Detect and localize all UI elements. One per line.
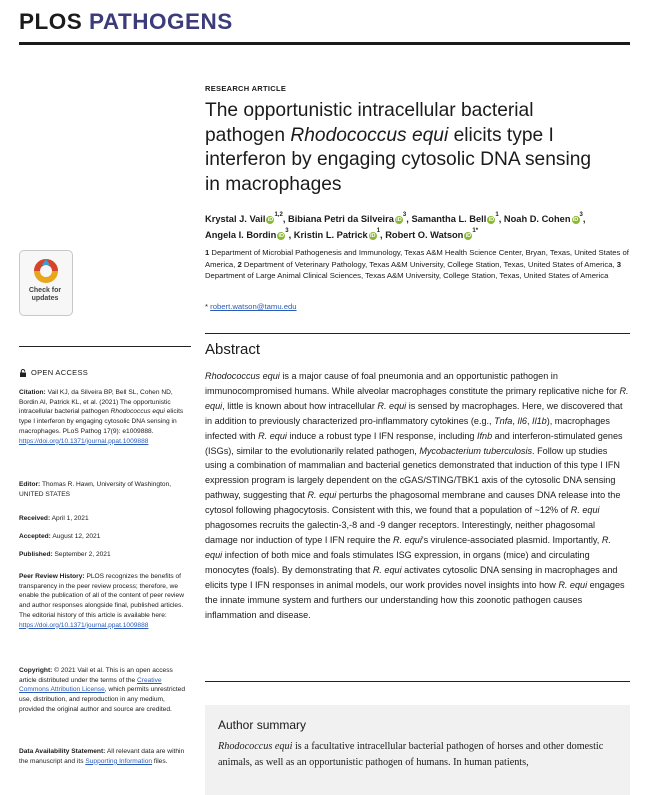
affiliation-number: 1: [205, 248, 210, 257]
abstract-italic: R. equi: [377, 400, 407, 411]
author-affiliation-sup: 3: [285, 228, 289, 234]
title-text: pathogen: [205, 124, 291, 146]
author-separator: ,: [406, 214, 412, 224]
abstract-top-rule: [205, 333, 630, 334]
citation-block: [19, 388, 191, 446]
abstract-text: ,: [526, 415, 533, 426]
peer-review-label: Peer Review History:: [19, 573, 85, 580]
published-block: [19, 550, 191, 560]
abstract-italic: R. equi: [205, 534, 611, 560]
author-name[interactable]: Samantha L. Bell: [411, 214, 487, 224]
accepted-block: [19, 532, 191, 542]
affiliation-text: Department of Large Animal Clinical Sciences, Texas A&M University, College Station, Texas, United States of America: [205, 271, 609, 281]
abstract-italic: Il6: [517, 415, 527, 426]
abstract-text: ), macrophages infected with: [205, 415, 610, 441]
corresponding-email-link[interactable]: robert.watson@tamu.edu: [210, 302, 297, 311]
abstract-text: . Follow up studies using a combination of mammalian and bacterial genetics demonstrated that induction of this type I IFN expression program is largely dependent on the cGAS/STING/TBK1 axis of the cytosolic DNA sensing pathway, suggesting that: [205, 445, 621, 501]
abstract-italic: R. equi: [205, 385, 629, 411]
abstract-text: 's virulence-associated plasmid. Importantly,: [421, 534, 602, 545]
affiliation-number: 3: [616, 259, 622, 269]
check-label-line1: Check for: [28, 287, 62, 294]
corresponding-author: [205, 302, 297, 311]
citation-doi-link[interactable]: https://doi.org/10.1371/journal.ppat.1009888: [19, 437, 149, 445]
orcid-icon[interactable]: iD: [572, 216, 579, 223]
abstract-text: and interferon-stimulated genes (ISGs), similar to the evolutionarily related pathogen,: [205, 430, 623, 456]
summary-italic: Rhodococcus equi: [218, 741, 293, 752]
orcid-icon[interactable]: iD: [488, 216, 495, 223]
title-text: elicits type I: [448, 124, 554, 146]
abstract-text: engages the innate immune system and furthers our understanding how this zoonotic pathogen causes inflammation and disease.: [205, 579, 625, 620]
author-affiliation-sup: 3: [402, 212, 407, 218]
author-name[interactable]: Bibiana Petri da Silveira: [287, 214, 394, 224]
author-name[interactable]: Robert O. Watson: [385, 230, 464, 240]
peer-review-block: [19, 572, 191, 630]
published-label: Published:: [19, 551, 53, 558]
data-availability-text: files.: [152, 757, 168, 765]
check-for-updates-badge[interactable]: [19, 250, 73, 316]
author-affiliation-sup: 1: [495, 212, 499, 218]
published-date: September 2, 2021: [52, 551, 111, 558]
author-affiliation-sup: 1: [376, 228, 381, 234]
affiliation-text: Department of Veterinary Pathology, Texas A&M University, College Station, Texas, United States of America,: [241, 259, 617, 269]
editor-label: Editor:: [19, 481, 41, 488]
data-availability-block: [19, 747, 191, 766]
author-affiliation-sup: 1*: [472, 228, 479, 234]
author-summary-heading: Author summary: [218, 718, 307, 732]
journal-name-part2: PATHOGENS: [89, 9, 233, 34]
author-summary-text: [218, 739, 618, 771]
abstract-bottom-rule: [205, 681, 630, 682]
check-for-updates-label: [19, 287, 71, 303]
author-separator: ,: [288, 230, 294, 240]
citation-label: Citation:: [19, 389, 46, 396]
accepted-date: August 12, 2021: [50, 533, 101, 540]
accepted-label: Accepted:: [19, 533, 51, 540]
abstract-italic: R. equi: [393, 534, 422, 545]
orcid-icon[interactable]: iD: [465, 232, 472, 239]
received-block: [19, 514, 191, 524]
journal-name-part1: PLOS: [19, 9, 83, 34]
peer-review-link[interactable]: https://doi.org/10.1371/journal.ppat.1009888: [19, 621, 149, 629]
abstract-text: phagosomes recruits the galectin-3,-8 and -9 danger receptors. Interestingly, neither phagosomal damage nor induction of type I IFN require the: [205, 520, 596, 545]
summary-body: is a facultative intracellular bacterial pathogen of horses and other domestic animals, as well as an opportunistic pathogen of humans. In human patients,: [218, 741, 604, 768]
abstract-italic: Ifnb: [476, 430, 493, 441]
orcid-icon[interactable]: iD: [278, 232, 285, 239]
orcid-icon[interactable]: iD: [396, 216, 402, 223]
copyright-text: , which permits unrestricted use, distribution, and reproduction in any medium, provided the original author and source are credited.: [19, 686, 186, 713]
affiliation-number: 2: [237, 259, 242, 269]
author-list: [205, 211, 630, 243]
title-line-2: [205, 124, 635, 149]
citation-text: elicits type I interferon by engaging cytosolic DNA sensing in macrophages. PLoS Pathog 17(9): e1009888.: [19, 408, 184, 435]
abstract-text: activates cytosolic DNA sensing in macrophages and elicits type I IFN responses in animal models, our work provides novel insights into how: [205, 564, 618, 590]
author-separator: ,: [380, 230, 386, 240]
article-title: [205, 99, 635, 197]
corresponding-marker: *: [205, 302, 208, 311]
open-access-label: OPEN ACCESS: [31, 368, 89, 377]
data-availability-label: Data Availability Statement:: [19, 748, 106, 755]
abstract-text: , little is known about how intracellular: [222, 400, 378, 411]
article-type: RESEARCH ARTICLE: [205, 84, 287, 93]
title-line-1: The opportunistic intracellular bacterial: [205, 100, 534, 121]
copyright-block: [19, 666, 191, 715]
affiliation-text: Department of Microbial Pathogenesis and Immunology, Texas A&M Health Science Center, Bryan, Texas, United States of America,: [205, 248, 629, 269]
abstract-italic: Rhodococcus equi: [205, 371, 280, 381]
open-lock-icon: [19, 369, 27, 377]
abstract-text: perturbs the phagosomal membrane and causes DNA release into the cytosol following phagocytosis. Consistent with this, we found that a population of ~12% of: [205, 490, 621, 516]
author-separator: ,: [282, 214, 288, 224]
author-affiliation-sup: 1,2: [274, 212, 283, 218]
abstract-italic: R. equi: [570, 505, 600, 516]
author-name[interactable]: Angela I. Bordin: [205, 230, 277, 240]
supporting-info-link[interactable]: Supporting Information: [85, 757, 153, 765]
header-rule: [19, 42, 630, 45]
author-name[interactable]: Kristin L. Patrick: [293, 230, 368, 240]
citation-italic: Rhodococcus equi: [110, 408, 165, 416]
copyright-text: © 2021 Vail et al. This is an open access article distributed under the terms of the: [19, 667, 173, 684]
received-date: April 1, 2021: [50, 515, 89, 522]
abstract-italic: R. equi: [372, 564, 402, 575]
abstract-body: [205, 369, 630, 622]
copyright-label: Copyright:: [19, 667, 53, 674]
editor-text: Thomas R. Hawn, University of Washington, UNITED STATES: [19, 481, 172, 498]
abstract-italic: R. equi: [558, 579, 588, 590]
abstract-text: induce a robust type I IFN response, including: [286, 430, 477, 441]
sidebar-top-rule: [19, 346, 191, 347]
title-line-3: interferon by engaging cytosolic DNA sensing: [205, 149, 592, 170]
citation-text: Vail KJ, da Silveira BP, Bell SL, Cohen ND, Bordin AI, Patrick KL, et al. (2021) The opportunistic intracellular bacterial pathogen: [19, 389, 173, 416]
title-italic-species: Rhodococcus equi: [290, 124, 449, 146]
journal-logo: [19, 9, 233, 35]
author-affiliation-sup: 3: [579, 212, 583, 218]
orcid-icon[interactable]: iD: [267, 216, 274, 223]
abstract-text: is sensed by macrophages. Here, we discovered that in addition to previously characterized pro-inflammatory cytokines (e.g.,: [205, 400, 623, 426]
received-label: Received:: [19, 515, 51, 522]
abstract-italic: Il1b: [532, 415, 547, 426]
abstract-italic: Mycobacterium tuberculosis: [419, 445, 533, 456]
abstract-heading: Abstract: [205, 341, 261, 358]
author-separator: ,: [582, 214, 586, 224]
author-name[interactable]: Krystal J. Vail: [205, 214, 266, 224]
author-name[interactable]: Noah D. Cohen: [503, 214, 571, 224]
abstract-italic: Tnfa: [494, 415, 513, 426]
abstract-text: ,: [512, 415, 518, 426]
data-availability-text: All relevant data are within the manuscript and its: [19, 748, 185, 765]
author-separator: ,: [498, 214, 504, 224]
abstract-italic: R. equi: [307, 490, 337, 501]
abstract-text: infection of both mice and foals stimulates ISG expression, in organs (mice) and circulating monocytes (foals). By demonstrating that: [205, 549, 590, 575]
peer-review-text: PLOS recognizes the benefits of transparency in the peer review process; therefore, we enable the publication of all of the content of peer review and author responses alongside final, published articles. The editorial history of this article is available here:: [19, 573, 184, 619]
affiliations: [205, 247, 630, 282]
orcid-icon[interactable]: iD: [369, 232, 376, 239]
abstract-text: is a major cause of foal pneumonia and an opportunistic pathogen in immunocompromised humans. While alveolar macrophages constitute the primary replicative niche for: [205, 371, 620, 396]
abstract-italic: R. equi: [258, 430, 287, 441]
title-line-4: in macrophages: [205, 173, 342, 195]
license-link[interactable]: Creative Commons Attribution License: [19, 676, 162, 694]
editor-block: [19, 480, 191, 499]
check-label-line2: updates: [31, 295, 59, 302]
